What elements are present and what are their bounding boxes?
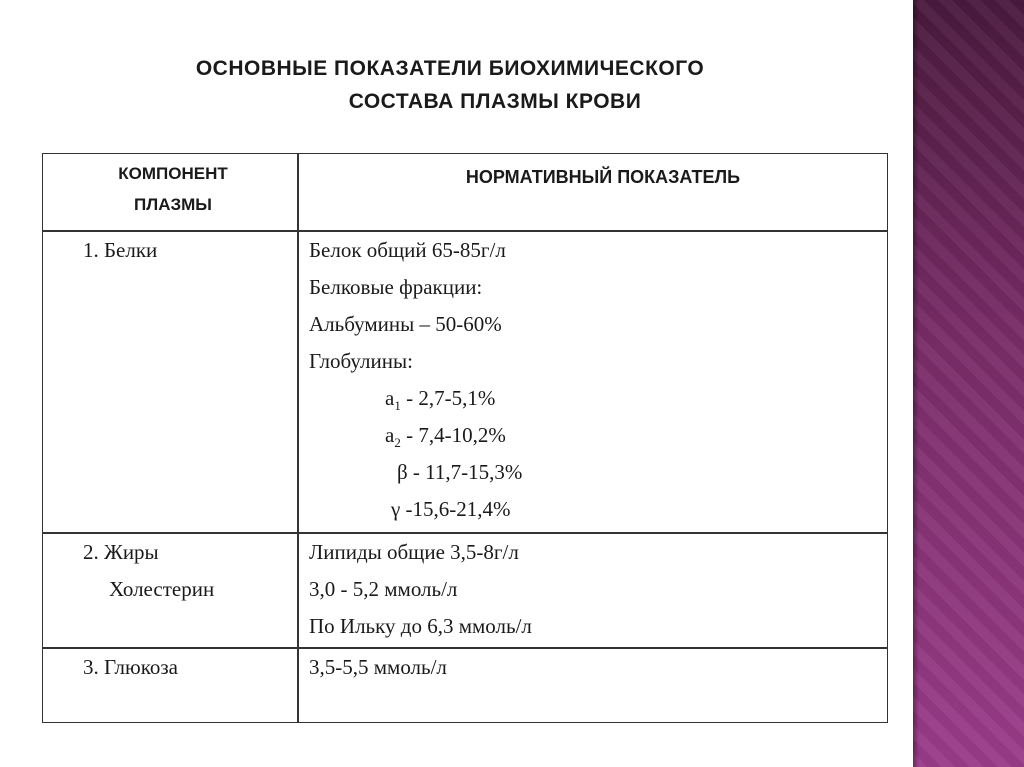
alpha1-subscript: 1 (394, 398, 401, 414)
header-norm: НОРМАТИВНЫЙ ПОКАЗАТЕЛЬ (465, 167, 741, 187)
norm-protein-fractions: Белковые фракции: (309, 275, 483, 299)
norm-globulins: Глобулины: (309, 349, 413, 373)
component-lipids: 2. Жиры (83, 540, 159, 564)
decorative-side-panel (913, 0, 1024, 767)
header-component-line-1: КОМПОНЕНТ (118, 164, 228, 183)
norm-alpha2 (309, 417, 522, 454)
table-row-component (83, 534, 214, 608)
header-component-line-2: ПЛАЗМЫ (134, 195, 212, 214)
gamma-value: γ -15,6-21,4% (391, 497, 511, 521)
cholesterol-label: Холестерин (109, 577, 215, 601)
title-line-2: СОСТАВА ПЛАЗМЫ КРОВИ (348, 90, 642, 113)
norm-total-protein: Белок общий 65-85г/л (309, 238, 506, 262)
norm-beta (309, 454, 522, 491)
header-component (73, 158, 273, 220)
plasma-composition-table (42, 153, 888, 723)
alpha2-value: - 7,4-10,2% (400, 423, 506, 447)
table-row-norm (309, 649, 447, 686)
alpha1-value: - 2,7-5,1% (400, 386, 496, 410)
component-proteins: 1. Белки (83, 238, 158, 262)
column-divider (297, 154, 299, 722)
component-glucose: 3. Глюкоза (83, 655, 178, 679)
norm-ilk: По Ильку до 6,3 ммоль/л (309, 614, 532, 638)
alpha2-label: а (385, 423, 395, 447)
alpha2-subscript: 2 (394, 435, 401, 451)
table-row-component (83, 232, 157, 269)
beta-value: β - 11,7-15,3% (397, 460, 523, 484)
table-row-component (83, 649, 178, 686)
table-row-norm (309, 534, 532, 645)
norm-albumins: Альбумины – 50-60% (309, 312, 502, 336)
component-cholesterol (83, 571, 214, 608)
norm-alpha1 (309, 380, 522, 417)
norm-cholesterol: 3,0 - 5,2 ммоль/л (309, 577, 458, 601)
norm-total-lipids: Липиды общие 3,5-8г/л (309, 540, 519, 564)
title-line-1: ОСНОВНЫЕ ПОКАЗАТЕЛИ БИОХИМИЧЕСКОГО (195, 57, 705, 80)
page-title (100, 52, 800, 118)
norm-glucose: 3,5-5,5 ммоль/л (309, 655, 447, 679)
table-row-norm (309, 232, 522, 528)
norm-gamma (309, 491, 522, 528)
alpha1-label: а (385, 386, 395, 410)
